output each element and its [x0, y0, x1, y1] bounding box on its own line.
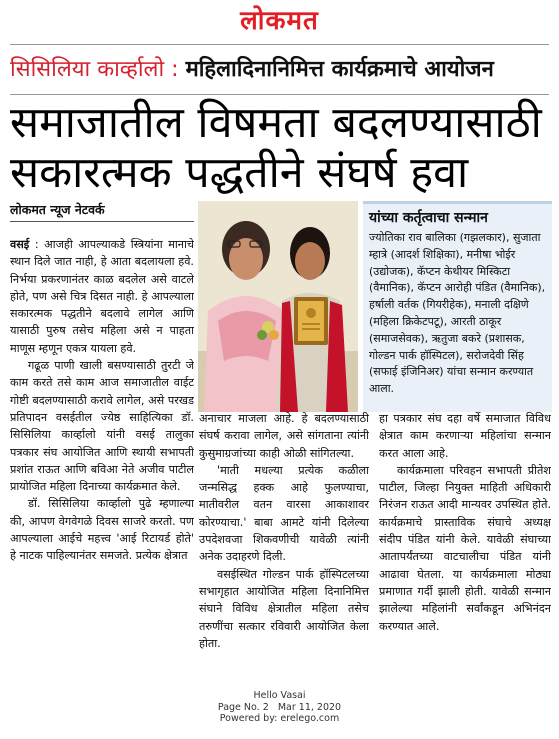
article-paragraph: वसईस्थित गोल्डन पार्क हॉस्पिटलच्या सभागृहात आयोजित महिला दिनानिमित्त संघाने विविध क्षेत्रातील महिला तसेच तरुणींचा सत्कार रविवारी आयोजित केला होता.	[199, 567, 369, 650]
kicker	[10, 50, 549, 90]
page-footer	[0, 690, 559, 736]
article-paragraph: अनाचार माजला आहे. हे बदलण्यासाठी संघर्ष करावा लागेल, असे सांगताना त्यांनी कुसुमाग्रजांच्या काही ओळी सांगितल्या.	[199, 412, 369, 460]
article-column-1	[10, 236, 194, 686]
headline	[10, 98, 549, 198]
article-column-2	[199, 410, 369, 686]
article-column-3	[379, 410, 551, 686]
footer-page: Page No. 2	[217, 701, 269, 713]
footer-powered-by[interactable]: Powered by: erelego.com	[219, 713, 340, 724]
article-paragraph: 'माती मधल्या प्रत्येक कळीला जन्मसिद्ध हक्क आहे फुलण्याचा, मातीवरील वतन वारसा आकाशावर कोरण्याचा.' बाबा आमटे यांनी दिलेल्या उपदेशवजा शिकवणीची यावेळी त्यांनी अनेक उदाहरणे दिली.	[199, 463, 369, 564]
article-lead	[10, 236, 194, 357]
footer-edition: Hello Vasai	[253, 690, 306, 701]
article-paragraph: गढूळ पाणी खाली बसण्यासाठी तुरटी जे काम करते तसे काम आज समाजातील वाईट गोष्टी बदलण्यासाठी करावे लागेल, असे परखड प्रतिपादन वसईतील ज्येष्ठ साहित्यिका डॉ. सिसिलिया कार्व्हालो यांनी वसई तालुका पत्रकार संघ आयोजित आणि स्थायी सभापती प्रशांत राऊत आणि बविआ नेते अजीव पाटील प्रायोजित महिला दिनाच्या कार्यक्रमात केले.	[10, 359, 194, 494]
footer-page-date	[0, 702, 559, 714]
kicker-name: सिसिलिया कार्व्हालो :	[10, 57, 179, 82]
headline-line-1: समाजातील विषमता बदलण्यासाठी	[10, 98, 542, 148]
masthead-divider	[10, 44, 549, 45]
kicker-divider	[10, 94, 549, 95]
news-photo	[198, 201, 358, 412]
honorees-title: यांच्या कर्तृत्वाचा सन्मान	[369, 210, 488, 226]
lead-text: : आजही आपल्याकडे स्त्रियांना मानाचे स्थान दिले जात नाही, हे आता बदलायला हवे. निर्भया प्रकरणानंतर काळ बदलेल असे वाटले होते, पण असे चित्र दिसत नाही. हे आपल्याला सकारत्मक पद्धतीने बदलावे लागेल आणि यासाठी पुरुष तसेच महिला असे न पाहता माणूस म्हणून एकत्र यायला हवे.	[10, 238, 194, 355]
article-paragraph: हा पत्रकार संघ दहा वर्षे समाजात विविध क्षेत्रात काम करणाऱ्या महिलांचा सन्मान करत आला आहे.	[379, 412, 551, 460]
news-photo-illustration	[198, 201, 358, 412]
article-paragraph: डॉ. सिसिलिया कार्व्हालो पुढे म्हणाल्या की, आपण वेगवेगळे दिवस साजरे करतो. पण आपल्याला आईचे महत्त्व 'आई रिटायर्ड होते' हे नाटक पाहिल्यानंतर समजते. प्रत्येक क्षेत्रात	[10, 497, 194, 563]
article-paragraph: कार्यक्रमाला परिवहन सभापती प्रीतेश पाटील, जिल्हा नियुक्त माहिती अधिकारी निरंजन राऊत आदी मान्यवर उपस्थित होते. कार्यक्रमाचे प्रास्ताविक संघाचे अध्यक्ष संदीप पंडित यांनी केले. यावेळी संघाच्या आतापर्यंतच्या वाटचालीचा पंडित यांनी आढावा घेतला. या कार्यक्रमाला मोठ्या प्रमाणात गर्दी झाली होती. यावेळी सन्मान झालेल्या महिलांनी सर्वांकडून अभिनंदन करण्यात आले.	[379, 463, 551, 633]
honorees-box	[363, 201, 552, 412]
byline: लोकमत न्यूज नेटवर्क	[10, 202, 105, 217]
footer-date: Mar 11, 2020	[277, 701, 342, 713]
honorees-list: ज्योतिका राव बालिका (गझलकार), सुजाता म्हात्रे (आदर्श शिक्षिका), मनीषा भोईर (उद्योजक), कॅप्टन केथीयर मिस्किटा (वैमानिक), कॅप्टन आरोही पंडित (वैमानिक), हर्षाली वर्तक (गियरीहेक), मनाली दक्षिणे (महिला क्रिकेटपटू), आरती ठाकूर (समाजसेवक), ऋतुजा बकरे (प्रशासक, गोल्डन पार्क हॉस्पिटल), सरोजदेवी सिंह (सफाई इंजिनिअर) यांचा सन्मान करण्यात आला.	[369, 231, 546, 396]
headline-line-2: सकारत्मक पद्धतीने संघर्ष हवा	[10, 148, 469, 198]
masthead-logo: लोकमत	[240, 6, 319, 36]
kicker-text: महिलादिनानिमित्त कार्यक्रमाचे आयोजन	[185, 57, 494, 82]
byline-divider	[10, 221, 194, 222]
dateline-place: वसई	[10, 238, 30, 251]
